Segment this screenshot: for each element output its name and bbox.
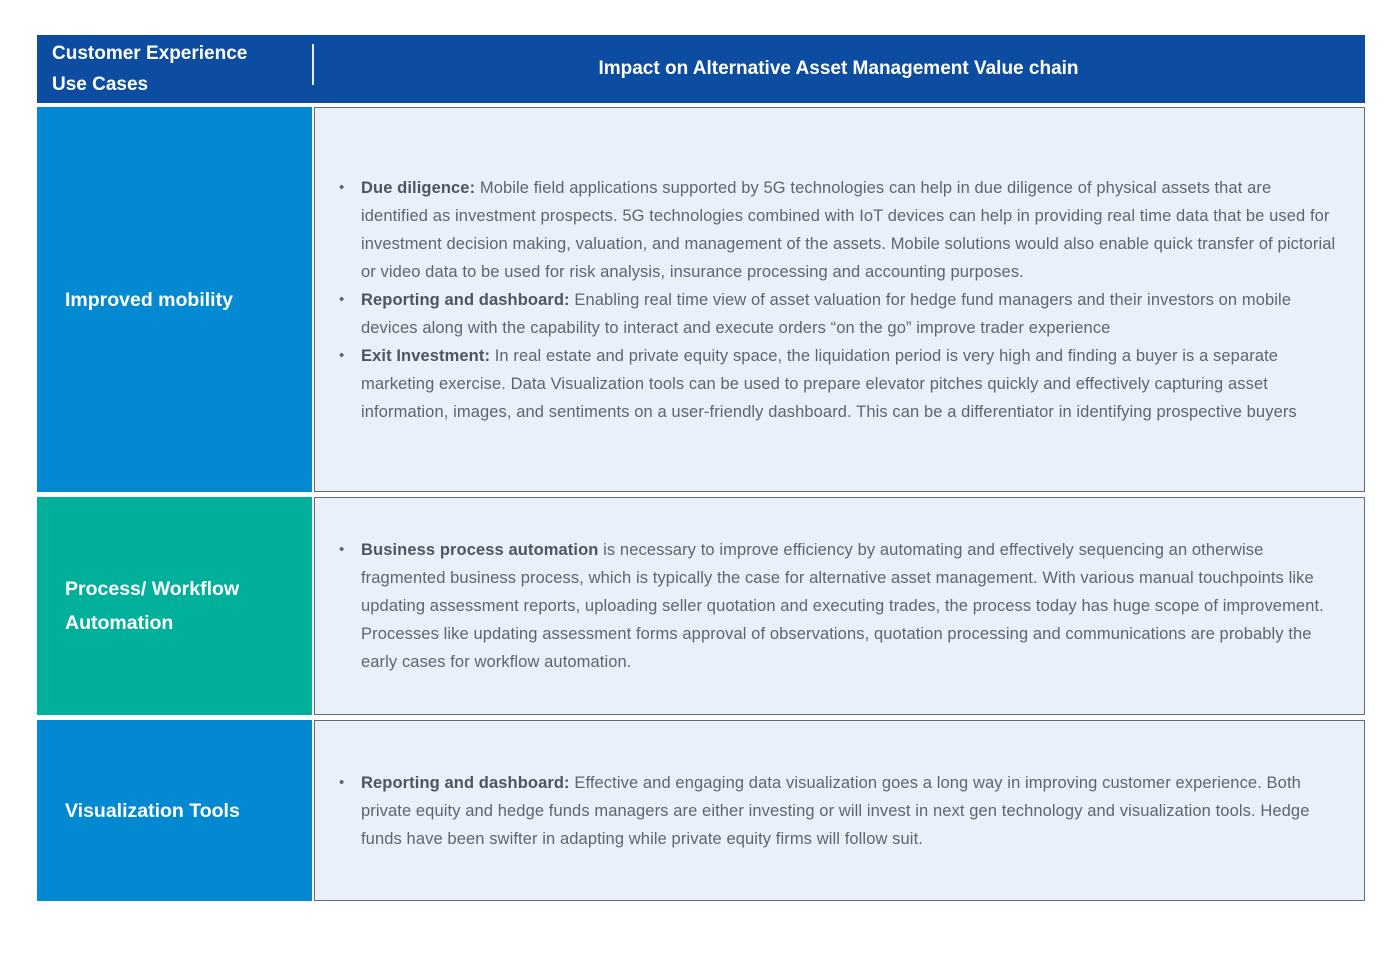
table-row-improved-mobility (37, 107, 1365, 492)
bullet-business-process-automation (361, 536, 1336, 676)
bullet-lead: Due diligence: (361, 178, 476, 197)
header-use-cases-label: Customer Experience Use Cases (52, 43, 248, 95)
row-label-text: Improved mobility (65, 288, 233, 311)
bullet-text: is necessary to improve efficiency by automating and effectively sequencing an otherwise fragmented business process, which is typically the case for alternative asset management. With various manual touchpoints like updating assessment reports, uploading seller quotation and executing trades, the process today has huge scope of improvement. Processes like updating assessment forms approval of observations, quotation processing and communications are probably the early cases for workflow automation. (361, 541, 1324, 671)
bullet-reporting-dashboard-visualization (361, 769, 1336, 853)
row-label-text: Visualization Tools (65, 799, 240, 822)
bullet-list (315, 769, 1336, 853)
header-cell-impact (312, 35, 1365, 103)
row-label-improved-mobility (37, 107, 312, 492)
row-content-process-workflow-automation (314, 497, 1365, 715)
bullet-text: Effective and engaging data visualization goes a long way in improving customer experience. Both private equity and hedge funds managers are either investing or will invest in next gen technology and visualization tools. Hedge funds have been swifter in adapting while private equity firms will follow suit. (361, 773, 1310, 848)
bullet-lead: Business process automation (361, 541, 599, 559)
bullet-due-diligence (361, 174, 1336, 286)
row-label-process-workflow-automation (37, 497, 312, 715)
bullet-reporting-dashboard (361, 286, 1336, 342)
bullet-list (315, 174, 1336, 426)
header-cell-use-cases (37, 35, 312, 103)
row-content-visualization-tools (314, 720, 1365, 901)
use-cases-table (37, 35, 1365, 901)
bullet-text: In real estate and private equity space, the liquidation period is very high and finding a buyer is a separate marketing exercise. Data Visualization tools can be used to prepare elevator pitches quickly and effectively capturing asset information, images, and sentiments on a user-friendly dashboard. This can be a differentiator in identifying prospective buyers (361, 346, 1297, 421)
table-header-row (37, 35, 1365, 103)
header-impact-label: Impact on Alternative Asset Management Value chain (598, 58, 1079, 79)
bullet-lead: Reporting and dashboard: (361, 773, 570, 792)
row-content-improved-mobility (314, 107, 1365, 492)
table-row-visualization-tools (37, 720, 1365, 901)
bullet-list (315, 536, 1336, 676)
table-row-process-workflow-automation (37, 497, 1365, 715)
bullet-text: Enabling real time view of asset valuation for hedge fund managers and their investors on mobile devices along with the capability to interact and execute orders “on the go” improve trader experience (361, 290, 1292, 337)
row-label-text: Process/ Workflow Automation (65, 578, 240, 634)
row-label-visualization-tools (37, 720, 312, 901)
bullet-lead: Reporting and dashboard: (361, 290, 570, 309)
bullet-lead: Exit Investment: (361, 346, 491, 365)
header-divider (312, 44, 314, 85)
bullet-text: Mobile field applications supported by 5G technologies can help in due diligence of physical assets that are identified as investment prospects. 5G technologies combined with IoT devices can help in providing real time data that be used for investment decision making, valuation, and management of the assets. Mobile solutions would also enable quick transfer of pictorial or video data to be used for risk analysis, insurance processing and accounting purposes. (361, 178, 1336, 281)
bullet-exit-investment (361, 342, 1336, 426)
